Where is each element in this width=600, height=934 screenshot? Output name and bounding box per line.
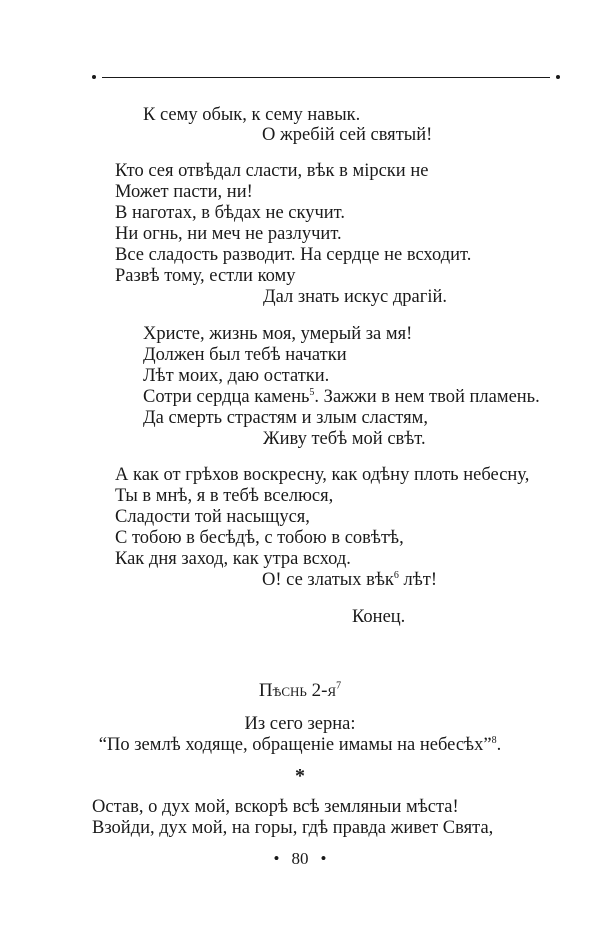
verse-line: Да смерть страстям и злым сластям, xyxy=(143,408,428,428)
verse-line: Остав, о дух мой, вскорѣ всѣ земляныи мѣста! xyxy=(92,797,459,817)
footnote-marker: 8 xyxy=(491,734,497,746)
verse-line: Сладости той насыщуся, xyxy=(115,507,310,527)
verse-line: С тобою в бесѣдѣ, с тобою в совѣтѣ, xyxy=(115,528,404,548)
section-star: * xyxy=(295,765,305,787)
verse-line: О жребій сей святый! xyxy=(262,125,433,145)
rule-dot-right xyxy=(556,75,560,79)
verse-line: Должен был тебѣ начатки xyxy=(143,345,347,365)
page-number xyxy=(0,849,600,869)
verse-line: Может пасти, ни! xyxy=(115,182,253,202)
verse-line: В наготах, в бѣдах не скучит. xyxy=(115,203,345,223)
verse-line: Как дня заход, как утра всход. xyxy=(115,549,351,569)
verse-line: Дал знать искус драгій. xyxy=(263,287,447,307)
verse-line: Ты в мнѣ, я в тебѣ вселюся, xyxy=(115,486,334,506)
epigraph-quote: “По землѣ ходяще, обращеніе имамы на небесѣх”$^8$. xyxy=(98,734,502,755)
verse-line: Развѣ тому, естли кому xyxy=(115,266,296,286)
header-rule xyxy=(92,73,560,83)
footnote-marker: 5 xyxy=(309,386,315,398)
verse-line: Христе, жизнь моя, умерый за мя! xyxy=(143,324,413,344)
song-title: Пѣснь $2-я^7$ xyxy=(258,680,342,701)
footnote-marker: 7 xyxy=(336,680,342,692)
rule-dot-left xyxy=(92,75,96,79)
verse-line: Все сладость разводит. На сердце не всходит. xyxy=(115,245,472,265)
footnote-marker: 6 xyxy=(393,569,399,581)
verse-line: Ни огнь, ни меч не разлучит. xyxy=(115,224,342,244)
verse-line: К сему обык, к сему навык. xyxy=(143,105,361,125)
end-mark: Конец. xyxy=(352,607,406,627)
verse-line: Живу тебѣ мой свѣт. xyxy=(263,429,426,449)
verse-line: О! се златых вѣк$^6$ лѣт! xyxy=(262,569,438,590)
verse-line: Взойди, дух мой, на горы, гдѣ правда живет Свята, xyxy=(92,818,494,838)
verse-line: Лѣт моих, даю остатки. xyxy=(143,366,330,386)
rule-line xyxy=(102,77,550,78)
verse-line: Кто сея отвѣдал сласти, вѣк в мірски не xyxy=(115,161,429,181)
page-dot-right: • xyxy=(320,849,327,868)
epigraph-intro: Из сего зерна: xyxy=(244,714,356,734)
verse-line: А как от грѣхов воскресну, как одѣну плоть небесну, xyxy=(115,465,530,485)
verse-line: Сотри сердца камень$^5$. Зажжи в нем твой пламень. xyxy=(143,386,540,407)
page-number-value: 80 xyxy=(291,849,309,868)
page-dot-left: • xyxy=(273,849,280,868)
